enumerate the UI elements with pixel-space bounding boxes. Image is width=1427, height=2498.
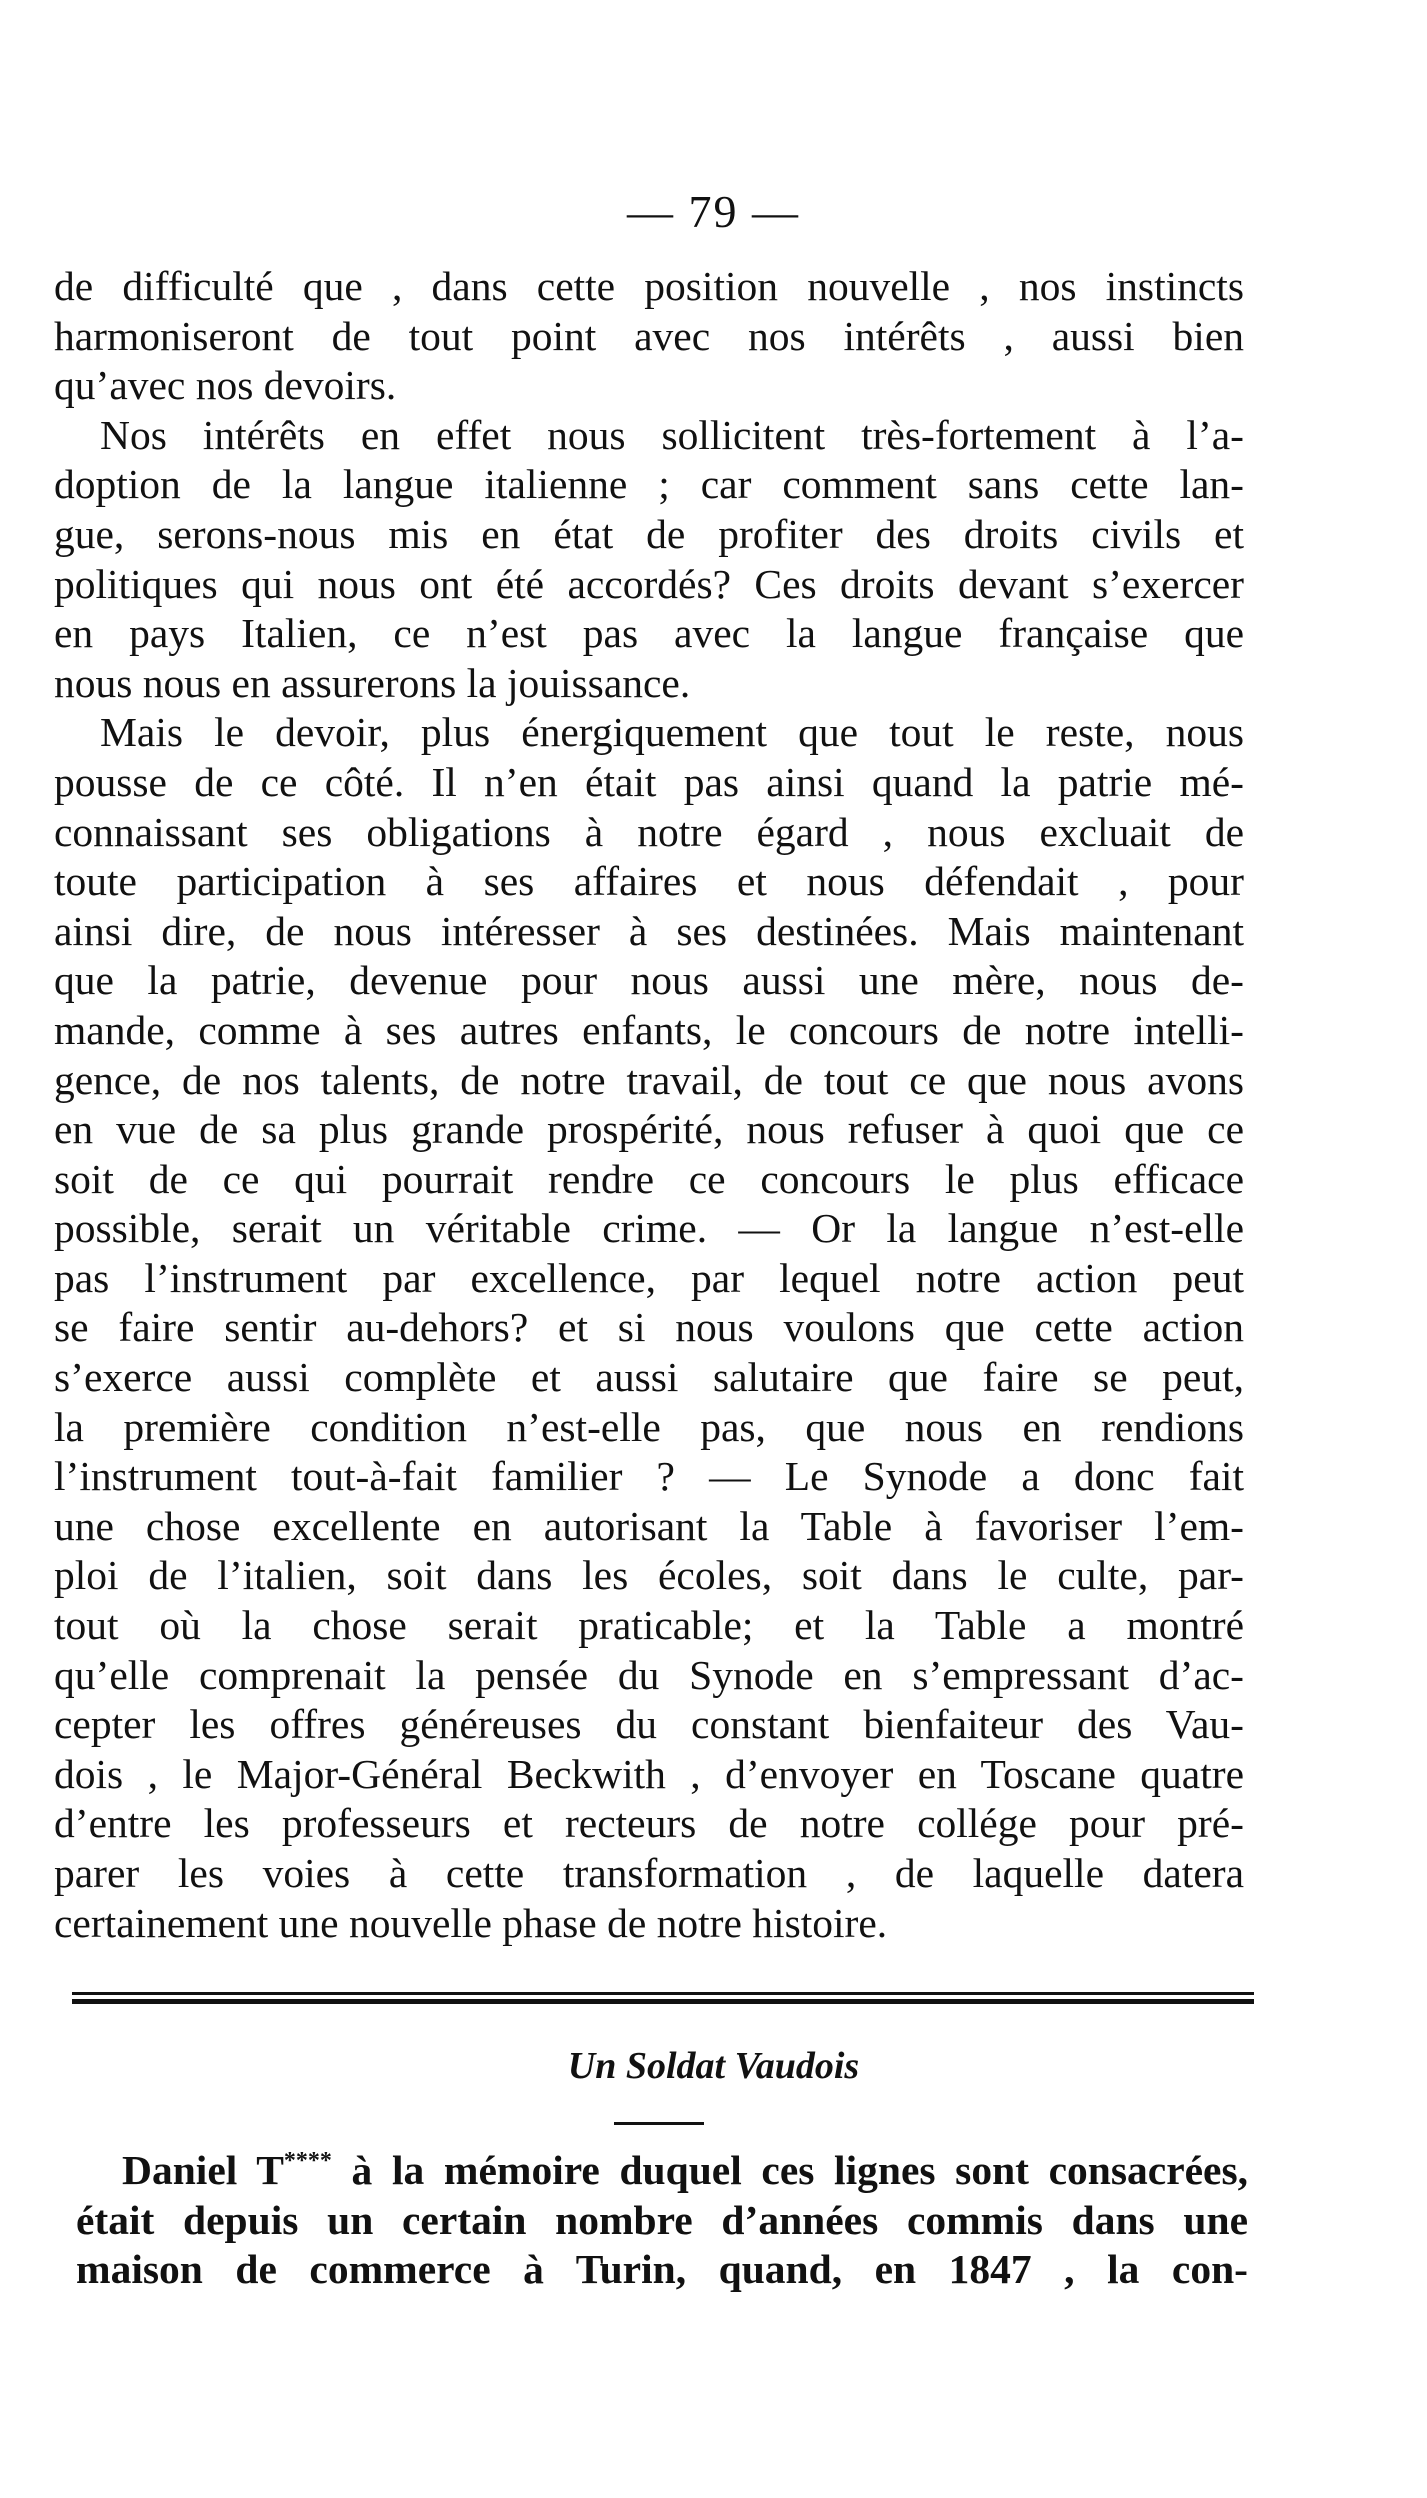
paragraph-start-line: Mais le devoir, plus énergiquement que tout le reste, nous (100, 709, 1244, 756)
text-line: gue, serons-nous mis en état de profiter des droits civils et (54, 510, 1244, 557)
text-fragment: à la mémoire duquel ces lignes sont consacrées, (331, 2147, 1248, 2193)
text-line: s’exerce aussi complète et aussi salutaire que faire se peut, (54, 1354, 1244, 1401)
title-underline (614, 2122, 704, 2125)
text-line: possible, serait un véritable crime. — Or la langue n’est-elle (54, 1205, 1244, 1252)
text-line: en vue de sa plus grande prospérité, nous refuser à quoi que ce (54, 1106, 1244, 1153)
text-line: se faire sentir au-dehors? et si nous voulons que cette action (54, 1304, 1244, 1351)
section-divider (72, 1992, 1254, 2004)
text-line: harmoniseront de tout point avec nos intérêts , aussi bien (54, 312, 1244, 359)
text-line: était depuis un certain nombre d’années commis dans une (76, 2196, 1248, 2243)
text-line: que la patrie, devenue pour nous aussi une mère, nous de- (54, 957, 1244, 1004)
text-line: de difficulté que , dans cette position nouvelle , nos instincts (54, 263, 1244, 309)
text-line: une chose excellente en autorisant la Table à favoriser l’em- (54, 1502, 1244, 1549)
paragraph-start-line: Nos intérêts en effet nous sollicitent très-fortement à l’a- (100, 411, 1244, 458)
text-line: la première condition n’est-elle pas, que nous en rendions (54, 1403, 1244, 1450)
text-line: connaissant ses obligations à notre égard , nous excluait de (54, 808, 1244, 855)
section-body-text (76, 2146, 1248, 2295)
page-number: — 79 — (627, 186, 800, 237)
text-line: parer les voies à cette transformation , de laquelle datera (54, 1850, 1244, 1896)
main-body-text (54, 262, 1244, 1948)
text-line: ainsi dire, de nous intéresser à ses destinées. Mais maintenant (54, 907, 1244, 954)
paragraph-start-line (76, 2146, 1248, 2196)
text-fragment: Daniel T (122, 2147, 284, 2193)
text-line: pas l’instrument par excellence, par lequel notre action peut (54, 1254, 1244, 1301)
text-line: maison de commerce à Turin, quand, en 1847 , la con- (76, 2246, 1248, 2293)
text-line: toute participation à ses affaires et nous défendait , pour (54, 858, 1244, 905)
text-line: qu’elle comprenait la pensée du Synode en s’empressant d’ac- (54, 1651, 1244, 1698)
text-line: dois , le Major-Général Beckwith , d’envoyer en Toscane quatre (54, 1750, 1244, 1797)
text-line: cepter les offres généreuses du constant bienfaiteur des Vau- (54, 1701, 1244, 1748)
text-line: gence, de nos talents, de notre travail, de tout ce que nous avons (54, 1056, 1244, 1103)
text-line: pousse de ce côté. Il n’en était pas ainsi quand la patrie mé- (54, 758, 1244, 805)
text-line: l’instrument tout-à-fait familier ? — Le Synode a donc fait (54, 1453, 1244, 1500)
section-title: Un Soldat Vaudois (567, 2045, 860, 2087)
text-line: nous nous en assurerons la jouissance. (54, 659, 691, 706)
superscript-stars: **** (283, 2148, 332, 2174)
text-line: mande, comme à ses autres enfants, le concours de notre intelli- (54, 1006, 1244, 1053)
text-line: qu’avec nos devoirs. (54, 362, 397, 409)
text-line: politiques qui nous ont été accordés? Ces droits devant s’exercer (54, 560, 1244, 607)
text-line: tout où la chose serait praticable; et la Table a montré (54, 1602, 1244, 1649)
text-line: ploi de l’italien, soit dans les écoles, soit dans le culte, par- (54, 1552, 1244, 1599)
text-line: soit de ce qui pourrait rendre ce concours le plus efficace (54, 1155, 1244, 1202)
text-line: d’entre les professeurs et recteurs de notre collége pour pré- (54, 1800, 1244, 1847)
text-line: en pays Italien, ce n’est pas avec la langue française que (54, 610, 1244, 657)
text-line: doption de la langue italienne ; car comment sans cette lan- (54, 461, 1244, 508)
text-line: certainement une nouvelle phase de notre histoire. (54, 1899, 888, 1946)
